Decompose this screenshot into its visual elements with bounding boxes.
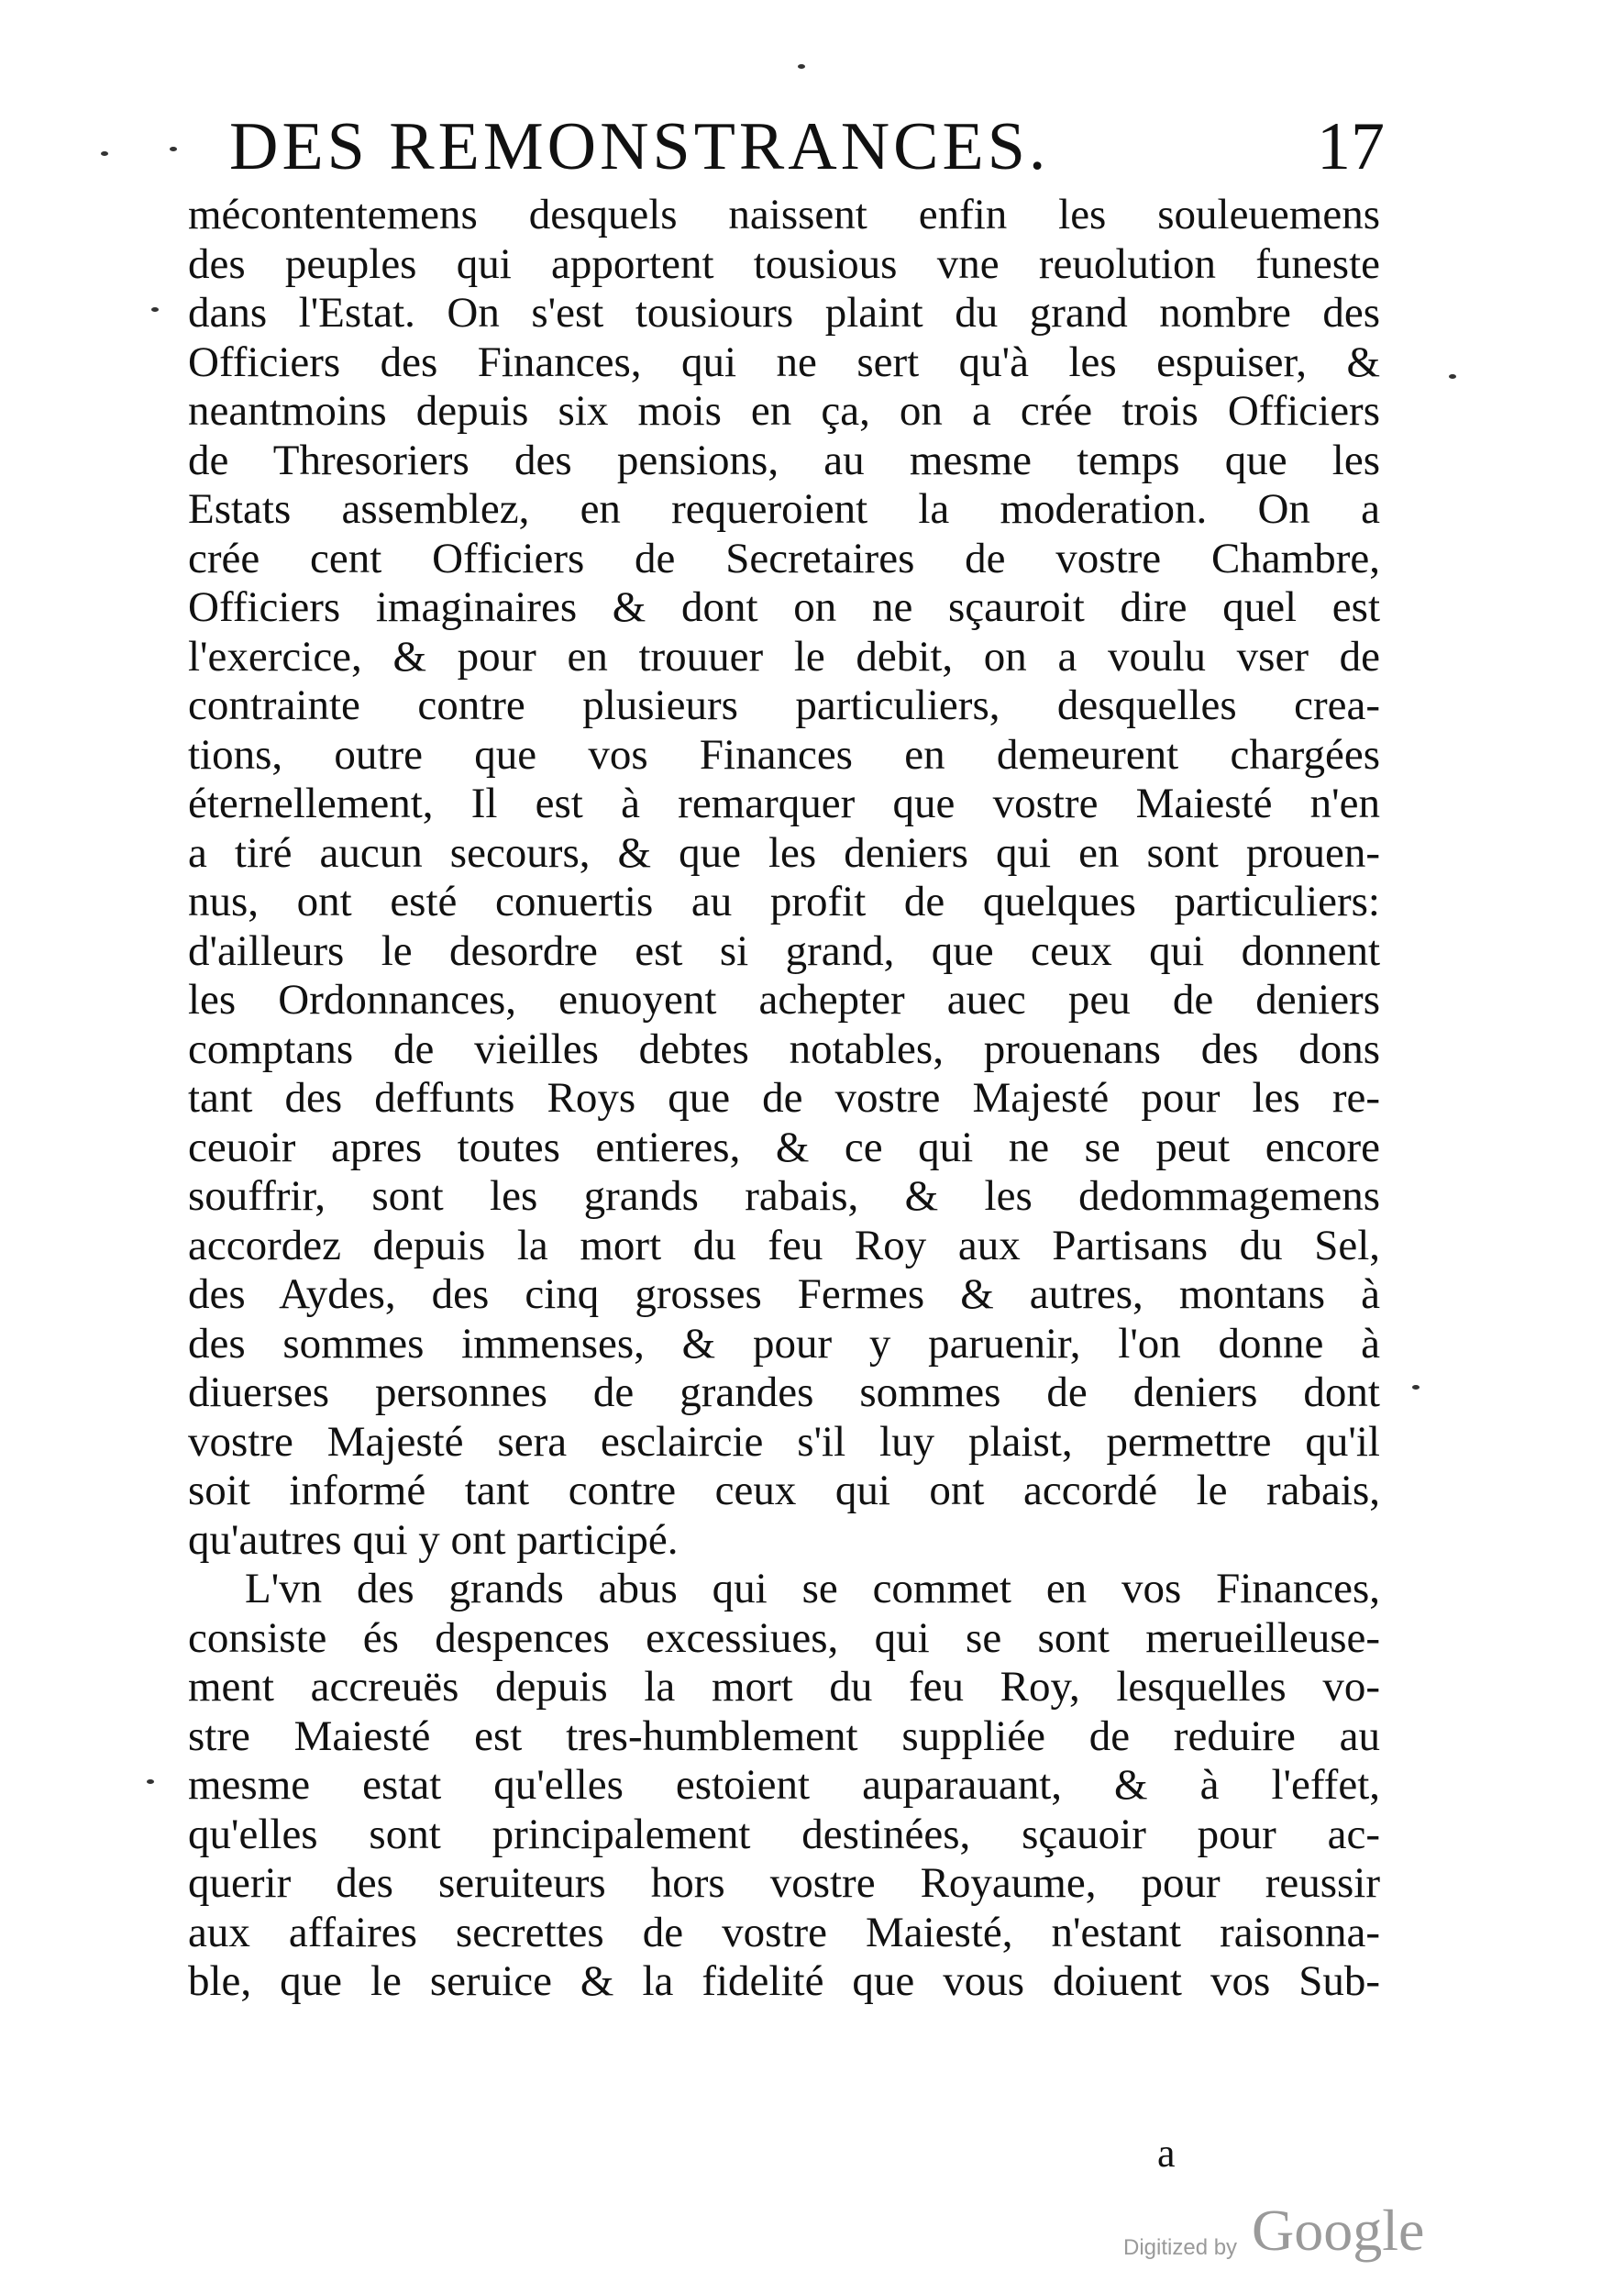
text-line: comptans de vieilles debtes notables, prouenans des dons: [188, 1025, 1380, 1073]
digitized-by-label: Digitized by: [1123, 2235, 1238, 2260]
text-line: Officiers imaginaires & dont on ne sçauroit dire quel est: [188, 583, 1380, 631]
text-line: crée cent Officiers de Secretaires de vostre Chambre,: [188, 534, 1380, 582]
body-text: [188, 191, 1380, 2007]
text-line: tions, outre que vos Finances en demeurent chargées: [188, 730, 1380, 779]
text-line: mécontentemens desquels naissent enfin les souleuemens: [188, 191, 1380, 238]
text-line: stre Maiesté est tres-humblement suppliée de reduire au: [188, 1711, 1380, 1760]
text-line: aux affaires secrettes de vostre Maiesté, n'estant raisonna-: [188, 1908, 1380, 1956]
text-line: vostre Majesté sera esclaircie s'il luy plaist, permettre qu'il: [188, 1417, 1380, 1466]
google-logo: Google: [1252, 2198, 1425, 2263]
text-line: ble, que le seruice & la fidelité que vous doiuent vos Sub-: [188, 1957, 1380, 2005]
text-line: éternellement, Il est à remarquer que vostre Maiesté n'en: [188, 780, 1380, 827]
text-line: neantmoins depuis six mois en ça, on a crée trois Officiers: [188, 387, 1380, 435]
ink-speck: [170, 147, 177, 151]
text-line: qu'autres qui y ont participé.: [188, 1515, 679, 1564]
page-header: [229, 108, 1385, 191]
text-line: d'ailleurs le desordre est si grand, que ceux qui donnent: [188, 926, 1380, 975]
text-line: souffrir, sont les grands rabais, & les dedommagemens: [188, 1172, 1380, 1220]
text-line: soit informé tant contre ceux qui ont accordé le rabais,: [188, 1467, 1380, 1514]
text-line: Estats assemblez, en requeroient la moderation. On a: [188, 485, 1380, 533]
page-number: 17: [1317, 109, 1385, 184]
text-line: dans l'Estat. On s'est tousiours plaint du grand nombre des: [188, 289, 1380, 337]
ink-speck: [147, 1779, 154, 1784]
text-line: l'exercice, & pour en trouuer le debit, on a voulu vser de: [188, 632, 1380, 681]
text-line: consiste és despences excessiues, qui se sont merueilleuse-: [188, 1613, 1380, 1662]
catchword: a: [1157, 2131, 1176, 2176]
text-line: Officiers des Finances, qui ne sert qu'à les espuiser, &: [188, 338, 1380, 386]
text-line: tant des deffunts Roys que de vostre Majesté pour les re-: [188, 1074, 1380, 1122]
text-line: querir des seruiteurs hors vostre Royaume, pour reussir: [188, 1859, 1380, 1907]
ink-speck: [1412, 1385, 1420, 1390]
text-line: des sommes immenses, & pour y paruenir, l'on donne à: [188, 1319, 1380, 1368]
text-line: ceuoir apres toutes entieres, & ce qui ne se peut encore: [188, 1123, 1380, 1171]
ink-speck: [151, 307, 159, 312]
ink-speck: [798, 64, 805, 69]
text-line: contrainte contre plusieurs particuliers, desquelles crea-: [188, 681, 1380, 729]
text-line: mesme estat qu'elles estoient auparauant, & à l'effet,: [188, 1761, 1380, 1809]
digitized-watermark: [1123, 2197, 1453, 2270]
text-line: des Aydes, des cinq grosses Fermes & autres, montans à: [188, 1270, 1380, 1318]
text-line: accordez depuis la mort du feu Roy aux Partisans du Sel,: [188, 1221, 1380, 1269]
text-line: les Ordonnances, enuoyent achepter auec peu de deniers: [188, 976, 1380, 1024]
text-line: des peuples qui apportent tousious vne reuolution funeste: [188, 239, 1380, 288]
text-line: ment accreuës depuis la mort du feu Roy, lesquelles vo-: [188, 1663, 1380, 1711]
text-line: diuerses personnes de grandes sommes de deniers dont: [188, 1368, 1380, 1416]
text-line: de Thresoriers des pensions, au mesme temps que les: [188, 436, 1380, 484]
running-title: DES REMONSTRANCES.: [229, 109, 1050, 184]
text-line: L'vn des grands abus qui se commet en vos Finances,: [245, 1565, 1380, 1612]
ink-speck: [1449, 374, 1456, 379]
text-line: a tiré aucun secours, & que les deniers qui en sont prouen-: [188, 828, 1380, 877]
text-line: nus, ont esté conuertis au profit de quelques particuliers:: [188, 878, 1380, 925]
ink-speck: [101, 151, 108, 156]
text-line: qu'elles sont principalement destinées, sçauoir pour ac-: [188, 1810, 1380, 1858]
